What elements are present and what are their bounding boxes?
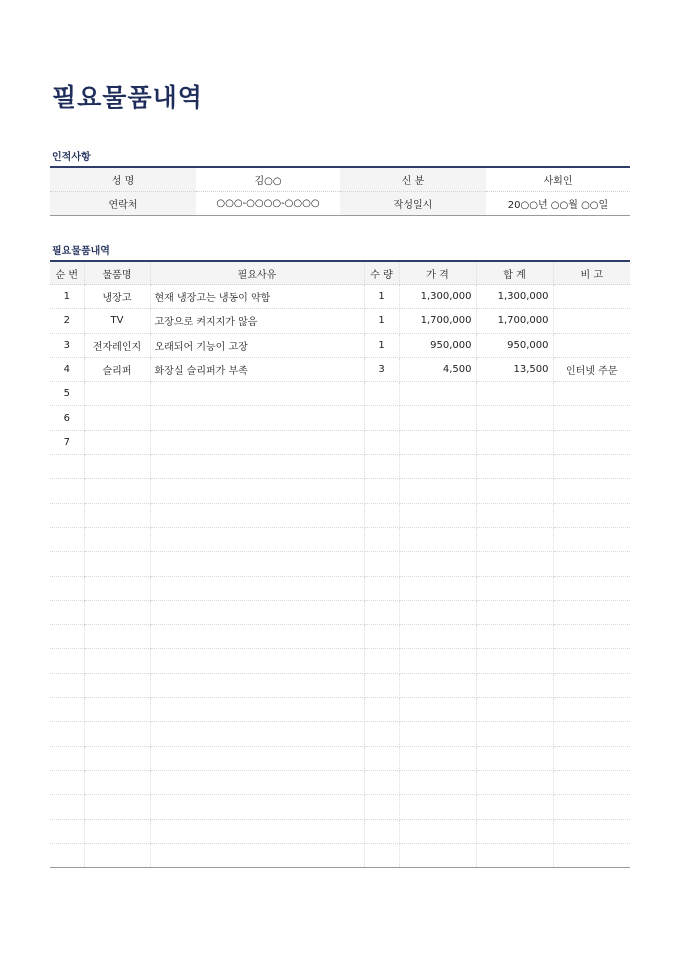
table-row <box>50 382 630 406</box>
items-table <box>50 260 630 868</box>
item-reason <box>150 819 364 843</box>
item-reason: 화장실 슬리퍼가 부족 <box>150 357 364 381</box>
item-note <box>553 479 630 503</box>
item-total <box>476 770 553 794</box>
item-reason <box>150 527 364 551</box>
item-note <box>553 285 630 309</box>
item-price: 1,700,000 <box>399 309 476 333</box>
item-name <box>84 406 150 430</box>
item-name <box>84 479 150 503</box>
item-note <box>553 819 630 843</box>
item-total: 1,700,000 <box>476 309 553 333</box>
item-quantity <box>364 455 399 479</box>
personal-info-row <box>50 192 630 216</box>
item-quantity <box>364 819 399 843</box>
item-quantity <box>364 382 399 406</box>
item-reason <box>150 698 364 722</box>
item-quantity <box>364 552 399 576</box>
item-name <box>84 527 150 551</box>
item-reason <box>150 795 364 819</box>
table-row <box>50 819 630 843</box>
item-price <box>399 552 476 576</box>
item-name <box>84 795 150 819</box>
table-row <box>50 600 630 624</box>
table-row <box>50 843 630 867</box>
item-price <box>399 503 476 527</box>
row-number <box>50 455 84 479</box>
item-quantity: 1 <box>364 285 399 309</box>
item-quantity <box>364 722 399 746</box>
info-value: 김○○ <box>196 167 340 192</box>
item-note <box>553 649 630 673</box>
item-reason: 현재 냉장고는 냉동이 약함 <box>150 285 364 309</box>
column-header: 합 계 <box>476 261 553 285</box>
item-name: TV <box>84 309 150 333</box>
item-quantity <box>364 770 399 794</box>
personal-info-row <box>50 167 630 192</box>
info-value: 사회인 <box>486 167 630 192</box>
item-total <box>476 576 553 600</box>
item-price <box>399 746 476 770</box>
item-quantity <box>364 649 399 673</box>
item-price <box>399 576 476 600</box>
item-price <box>399 770 476 794</box>
item-quantity <box>364 503 399 527</box>
info-label: 신 분 <box>340 167 486 192</box>
item-total <box>476 503 553 527</box>
item-price <box>399 430 476 454</box>
row-number <box>50 673 84 697</box>
info-label: 작성일시 <box>340 192 486 216</box>
table-row <box>50 479 630 503</box>
item-price: 4,500 <box>399 357 476 381</box>
info-label: 연락처 <box>50 192 196 216</box>
item-total <box>476 527 553 551</box>
table-row <box>50 527 630 551</box>
table-row <box>50 673 630 697</box>
table-row <box>50 698 630 722</box>
item-total: 13,500 <box>476 357 553 381</box>
row-number: 3 <box>50 333 84 357</box>
table-row <box>50 430 630 454</box>
column-header: 비 고 <box>553 261 630 285</box>
row-number <box>50 552 84 576</box>
row-number <box>50 795 84 819</box>
item-reason <box>150 625 364 649</box>
item-name <box>84 673 150 697</box>
row-number: 2 <box>50 309 84 333</box>
item-quantity <box>364 843 399 867</box>
item-note <box>553 382 630 406</box>
items-header-row <box>50 261 630 285</box>
table-row <box>50 406 630 430</box>
item-total <box>476 455 553 479</box>
item-price <box>399 382 476 406</box>
table-row <box>50 625 630 649</box>
item-price <box>399 649 476 673</box>
row-number: 6 <box>50 406 84 430</box>
row-number <box>50 746 84 770</box>
row-number: 1 <box>50 285 84 309</box>
item-reason <box>150 503 364 527</box>
item-price <box>399 479 476 503</box>
item-quantity <box>364 527 399 551</box>
item-name <box>84 552 150 576</box>
item-name <box>84 382 150 406</box>
item-total <box>476 625 553 649</box>
item-note <box>553 309 630 333</box>
item-reason <box>150 455 364 479</box>
row-number <box>50 527 84 551</box>
item-note <box>553 503 630 527</box>
item-total <box>476 673 553 697</box>
item-total <box>476 479 553 503</box>
table-row <box>50 576 630 600</box>
item-reason <box>150 843 364 867</box>
item-note <box>553 625 630 649</box>
item-note <box>553 527 630 551</box>
column-header: 필요사유 <box>150 261 364 285</box>
item-total <box>476 819 553 843</box>
item-note <box>553 600 630 624</box>
item-name <box>84 698 150 722</box>
item-quantity: 1 <box>364 309 399 333</box>
row-number <box>50 722 84 746</box>
item-total <box>476 552 553 576</box>
table-row <box>50 722 630 746</box>
item-name <box>84 503 150 527</box>
table-row <box>50 795 630 819</box>
item-name: 전자레인지 <box>84 333 150 357</box>
column-header: 순 번 <box>50 261 84 285</box>
row-number <box>50 503 84 527</box>
item-name <box>84 722 150 746</box>
item-note <box>553 770 630 794</box>
item-note <box>553 843 630 867</box>
item-price <box>399 600 476 624</box>
item-reason: 오래되어 기능이 고장 <box>150 333 364 357</box>
row-number: 5 <box>50 382 84 406</box>
page-title: 필요물품내역 <box>52 83 203 112</box>
table-row <box>50 746 630 770</box>
row-number <box>50 843 84 867</box>
column-header: 수 량 <box>364 261 399 285</box>
item-price <box>399 843 476 867</box>
item-name <box>84 649 150 673</box>
table-row <box>50 357 630 381</box>
item-name <box>84 843 150 867</box>
item-price <box>399 722 476 746</box>
item-quantity: 3 <box>364 357 399 381</box>
item-price <box>399 625 476 649</box>
item-quantity <box>364 479 399 503</box>
item-total <box>476 698 553 722</box>
row-number <box>50 649 84 673</box>
item-price <box>399 455 476 479</box>
item-reason <box>150 770 364 794</box>
row-number <box>50 479 84 503</box>
item-quantity <box>364 600 399 624</box>
item-note <box>553 673 630 697</box>
row-number: 7 <box>50 430 84 454</box>
items-section-title: 필요물품내역 <box>52 246 110 257</box>
item-quantity <box>364 430 399 454</box>
item-note <box>553 795 630 819</box>
item-name: 냉장고 <box>84 285 150 309</box>
item-reason <box>150 479 364 503</box>
item-quantity <box>364 576 399 600</box>
item-reason <box>150 722 364 746</box>
item-reason <box>150 746 364 770</box>
row-number <box>50 698 84 722</box>
table-row <box>50 552 630 576</box>
table-row <box>50 285 630 309</box>
item-quantity <box>364 625 399 649</box>
info-value: ○○○-○○○○-○○○○ <box>216 198 320 209</box>
item-total: 950,000 <box>476 333 553 357</box>
table-row <box>50 309 630 333</box>
item-reason <box>150 576 364 600</box>
item-name <box>84 600 150 624</box>
item-note <box>553 746 630 770</box>
row-number: 4 <box>50 357 84 381</box>
item-total <box>476 430 553 454</box>
row-number <box>50 576 84 600</box>
item-reason <box>150 430 364 454</box>
column-header: 가 격 <box>399 261 476 285</box>
item-total <box>476 795 553 819</box>
item-quantity <box>364 406 399 430</box>
item-price <box>399 819 476 843</box>
item-name <box>84 576 150 600</box>
info-label: 성 명 <box>50 167 196 192</box>
item-total: 1,300,000 <box>476 285 553 309</box>
table-row <box>50 333 630 357</box>
table-row <box>50 503 630 527</box>
table-row <box>50 770 630 794</box>
item-note <box>553 455 630 479</box>
item-quantity <box>364 698 399 722</box>
item-total <box>476 382 553 406</box>
column-header: 물품명 <box>84 261 150 285</box>
item-note <box>553 333 630 357</box>
item-price <box>399 406 476 430</box>
item-quantity <box>364 795 399 819</box>
item-note: 인터넷 주문 <box>553 357 630 381</box>
item-price: 1,300,000 <box>399 285 476 309</box>
table-row <box>50 455 630 479</box>
item-total <box>476 406 553 430</box>
item-total <box>476 746 553 770</box>
item-price <box>399 673 476 697</box>
item-price <box>399 795 476 819</box>
item-name <box>84 430 150 454</box>
item-reason <box>150 673 364 697</box>
item-note <box>553 406 630 430</box>
item-name: 슬리퍼 <box>84 357 150 381</box>
info-value: 20○○년 ○○월 ○○일 <box>507 200 609 211</box>
item-reason <box>150 382 364 406</box>
table-row <box>50 649 630 673</box>
item-total <box>476 722 553 746</box>
item-reason: 고장으로 켜지지가 않음 <box>150 309 364 333</box>
item-price <box>399 698 476 722</box>
row-number <box>50 819 84 843</box>
item-total <box>476 843 553 867</box>
item-name <box>84 625 150 649</box>
item-note <box>553 552 630 576</box>
item-name <box>84 455 150 479</box>
personal-info-table <box>50 166 630 216</box>
item-note <box>553 576 630 600</box>
item-note <box>553 430 630 454</box>
item-note <box>553 722 630 746</box>
row-number <box>50 770 84 794</box>
row-number <box>50 625 84 649</box>
item-reason <box>150 600 364 624</box>
item-reason <box>150 552 364 576</box>
row-number <box>50 600 84 624</box>
item-price <box>399 527 476 551</box>
item-name <box>84 746 150 770</box>
item-total <box>476 600 553 624</box>
item-name <box>84 770 150 794</box>
item-note <box>553 698 630 722</box>
item-reason <box>150 649 364 673</box>
item-quantity: 1 <box>364 333 399 357</box>
item-reason <box>150 406 364 430</box>
item-name <box>84 819 150 843</box>
item-total <box>476 649 553 673</box>
item-quantity <box>364 673 399 697</box>
item-price: 950,000 <box>399 333 476 357</box>
personal-section-title: 인적사항 <box>52 152 91 163</box>
item-quantity <box>364 746 399 770</box>
